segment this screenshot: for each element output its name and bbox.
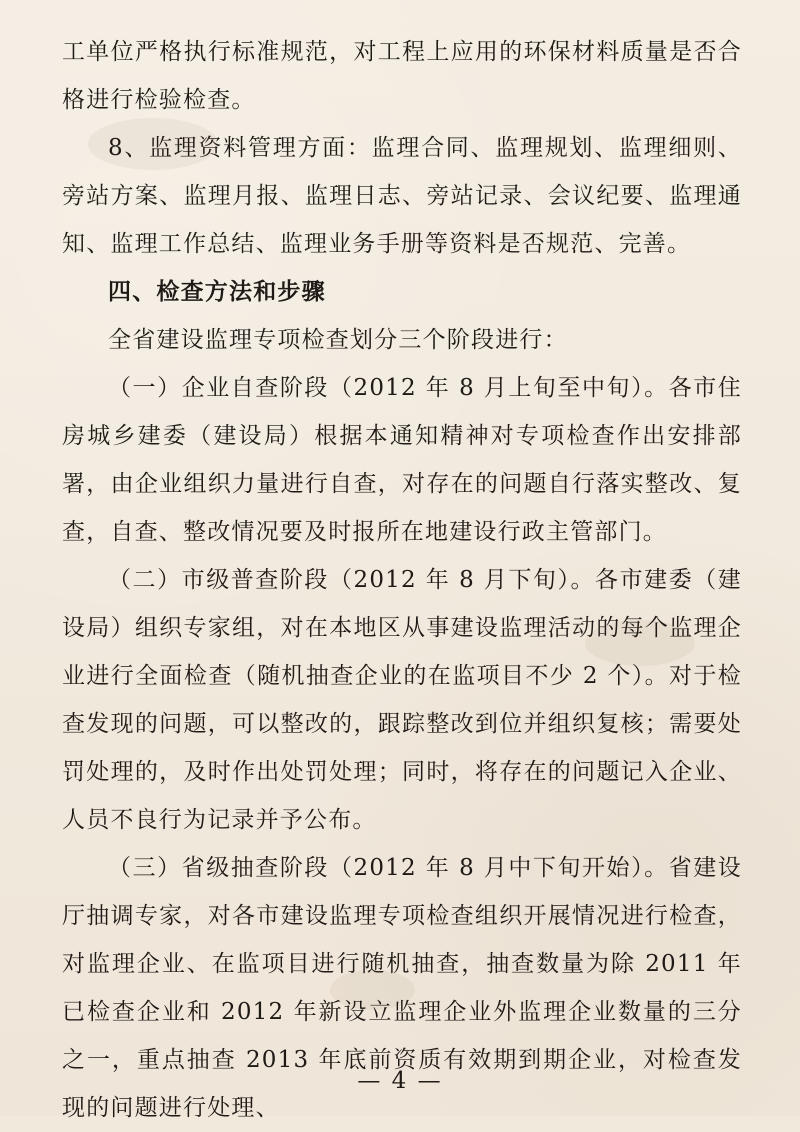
page-number: — 4 —	[357, 1068, 443, 1094]
paragraph-stage-three: （三）省级抽查阶段（2012 年 8 月中下旬开始）。省建设厅抽调专家，对各市建设监理专项检查组织开展情况进行检查，对监理企业、在监项目进行随机抽查，抽查数量为除 2011 年已检查企业和 2012 年新设立监理企业外监理企业数量的三分之一，重点抽查 2013 年底前资质有效期到期企业，对检查发现的问题进行处理、	[62, 855, 742, 1121]
paragraph-material-management: 8、监理资料管理方面：监理合同、监理规划、监理细则、旁站方案、监理月报、监理日志、旁站记录、会议纪要、监理通知、监理工作总结、监理业务手册等资料是否规范、完善。	[62, 135, 742, 257]
paragraph-continuation: 工单位严格执行标准规范，对工程上应用的环保材料质量是否合格进行检验检查。	[62, 39, 742, 113]
document-body	[62, 28, 742, 1132]
paragraph-intro: 全省建设监理专项检查划分三个阶段进行：	[108, 327, 568, 353]
paragraph-stage-two: （二）市级普查阶段（2012 年 8 月下旬）。各市建委（建设局）组织专家组，对在本地区从事建设监理活动的每个监理企业进行全面检查（随机抽查企业的在监项目不少 2 个）。对于检查发现的问题，可以整改的，跟踪整改到位并组织复核；需要处罚处理的，及时作出处罚处理；同时，将存在的问题记入企业、人员不良行为记录并予公布。	[62, 567, 742, 833]
paragraph-stage-one: （一）企业自查阶段（2012 年 8 月上旬至中旬）。各市住房城乡建委（建设局）根据本通知精神对专项检查作出安排部署，由企业组织力量进行自查，对存在的问题自行落实整改、复查，自查、整改情况要及时报所在地建设行政主管部门。	[62, 375, 742, 545]
section-heading: 四、检查方法和步骤	[108, 278, 326, 305]
